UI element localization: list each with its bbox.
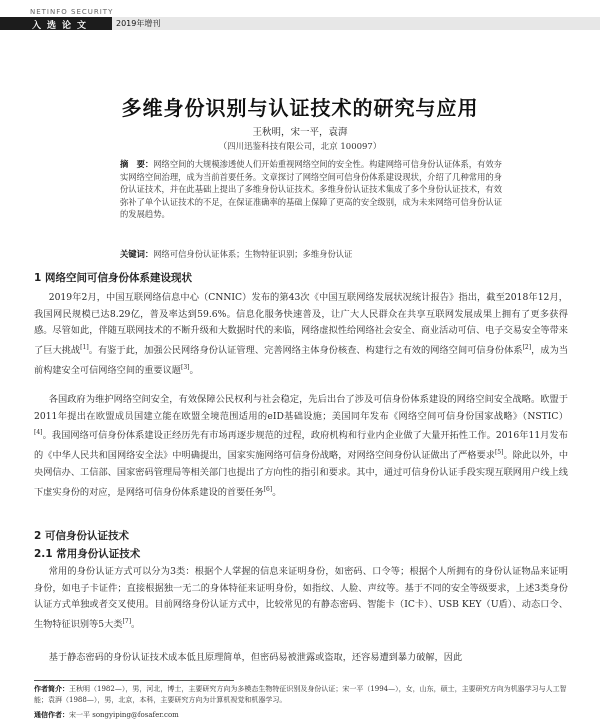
paragraph-1 (34, 290, 568, 380)
author-bio (34, 684, 568, 706)
authors: 王秋明，宋一平，袁湃 (252, 127, 348, 138)
paragraph-3-text: 常用的身份认证方式可以分为3类：根据个人掌握的信息来证明身份，如密码、口令等；根据个人所拥有的身份认证物品来证明身份，如电子卡证件；直接根据独一无二的身体特征来证明身份，如指纹、人脸、声纹等。基于不同的安全等级要求，上述3类身份认证方式单独或者交叉使用。目前网络身份认证方式中，比较常见的有静态密码、智能卡（IC卡）、USB KEY（U盾）、动态口令、生物特征识别等5大类 (34, 566, 568, 631)
citation-5: [5] (494, 449, 504, 457)
paragraph-1-text-c: ，成为当前构建安全可信网络空间的重要议题 (34, 345, 569, 376)
journal-brand: NETINFO SECURITY (30, 8, 114, 16)
paragraph-1-text-d: 。 (189, 364, 199, 376)
paper-title: 多维身份识别与认证技术的研究与应用 (121, 96, 479, 120)
paragraph-1-text-b: 。有鉴于此，加强公民网络身份认证管理、完善网络主体身份核查、构建行之有效的网络空间可信身份体系 (88, 345, 523, 357)
citation-6: [6] (263, 485, 273, 493)
issue-label: 2019年增刊 (116, 19, 161, 28)
author-bio-label: 作者简介： (34, 685, 69, 693)
section-2-heading: 2 可信身份认证技术 (34, 530, 129, 542)
keywords (120, 248, 502, 260)
abstract (120, 158, 502, 221)
paragraph-1-text-a: 2019年2月，中国互联网络信息中心（CNNIC）发布的第43次《中国互联网络发展状况统计报告》指出，截至2018年12月，我国网民规模已达8.29亿，普及率达到59.6%。信息化服务快速普及，让广大人民群众在共享互联网发展成果上拥有了更多获得感。尽管如此，伴随互联网技术的不断升级和大数据时代的来临，网络虚拟性给网络社会安全、商业活动可信、电子交易安全等带来了巨大挑战 (34, 292, 568, 357)
keywords-text: 网络可信身份认证体系；生物特征识别；多维身份认证 (153, 249, 353, 259)
citation-1: [1] (80, 344, 89, 352)
section-label: 入选论文 (32, 21, 93, 31)
author-bio-text: 王秋明（1982—），男，河北，博士，主要研究方向为多模态生物特征识别及身份认证；宋一平（1994—），女，山东，硕士，主要研究方向为机器学习与人工智能；袁湃（1988—），男，北京，本科，主要研究方向为计算机视觉和机器学习。 (34, 685, 567, 704)
corresponding-author-text: 宋一平 songyiping@fosafer.com (69, 711, 179, 719)
corresponding-author-label: 通信作者： (34, 711, 69, 719)
citation-3: [3] (181, 363, 190, 371)
paragraph-4: 基于静态密码的身份认证技术成本低且原理简单，但密码易被泄露或盗取，还容易遭到暴力破解，因此 (48, 652, 463, 663)
paragraph-2-text-c: 。除此以外，中央网信办、工信部、国家密码管理局等相关部门也提出了方向性的指引和要求。其中，通过可信身份认证手段实现互联网用户线上线下虚实身份的对应，是网络可信身份体系建设的首要任务 (34, 450, 569, 498)
citation-2: [2] (522, 344, 532, 352)
paragraph-3 (34, 564, 568, 634)
subsection-2-1-heading: 2.1 常用身份认证技术 (34, 548, 141, 560)
abstract-label: 摘 要： (120, 159, 154, 169)
citation-4: [4] (34, 429, 43, 437)
paragraph-2-text-a: 各国政府为维护网络空间安全，有效保障公民权利与社会稳定，先后出台了涉及可信身份体系建设的网络空间安全战略。欧盟于2011年提出在欧盟成员国建立能在欧盟全境范围适用的eID基础设施；美国同年发布《网络空间可信身份国家战略》（NSTIC） (34, 394, 568, 422)
section-1-heading: 1 网络空间可信身份体系建设现状 (34, 272, 192, 284)
paragraph-3-end: 。 (131, 619, 141, 631)
citation-7: [7] (122, 618, 132, 626)
corresponding-author (34, 710, 568, 721)
paragraph-2 (34, 392, 568, 501)
footnote-rule (34, 680, 234, 681)
keywords-label: 关键词： (120, 249, 154, 259)
masthead (0, 0, 600, 30)
paragraph-2-text-d: 。 (272, 486, 282, 498)
paragraph-2-text-b: 。我国网络可信身份体系建设正经历先有市场再逐步规范的过程，政府机构和行业内企业做了大量开拓性工作。2016年11月发布的《中华人民共和国网络安全法》中明确提出，国家实施网络可信身份战略，对网络空间身份认证做出了严格要求 (34, 430, 568, 462)
affiliation: （四川迅鉴科技有限公司，北京 100097） (218, 142, 382, 152)
abstract-text: 网络空间的大规模渗透使人们开始重视网络空间的安全性。构建网络可信身份认证体系，有效夯实网络空间治理，成为当前首要任务。文章探讨了网络空间可信身份体系建设现状，介绍了几种常用的身份认证技术，并在此基础上提出了多维身份认证技术。多维身份认证技术集成了多个身份认证技术，有效弥补了单个认证技术的不足，在保证准确率的基础上保障了更高的安全级别，成为未来网络可信身份认证的发展趋势。 (120, 159, 502, 219)
